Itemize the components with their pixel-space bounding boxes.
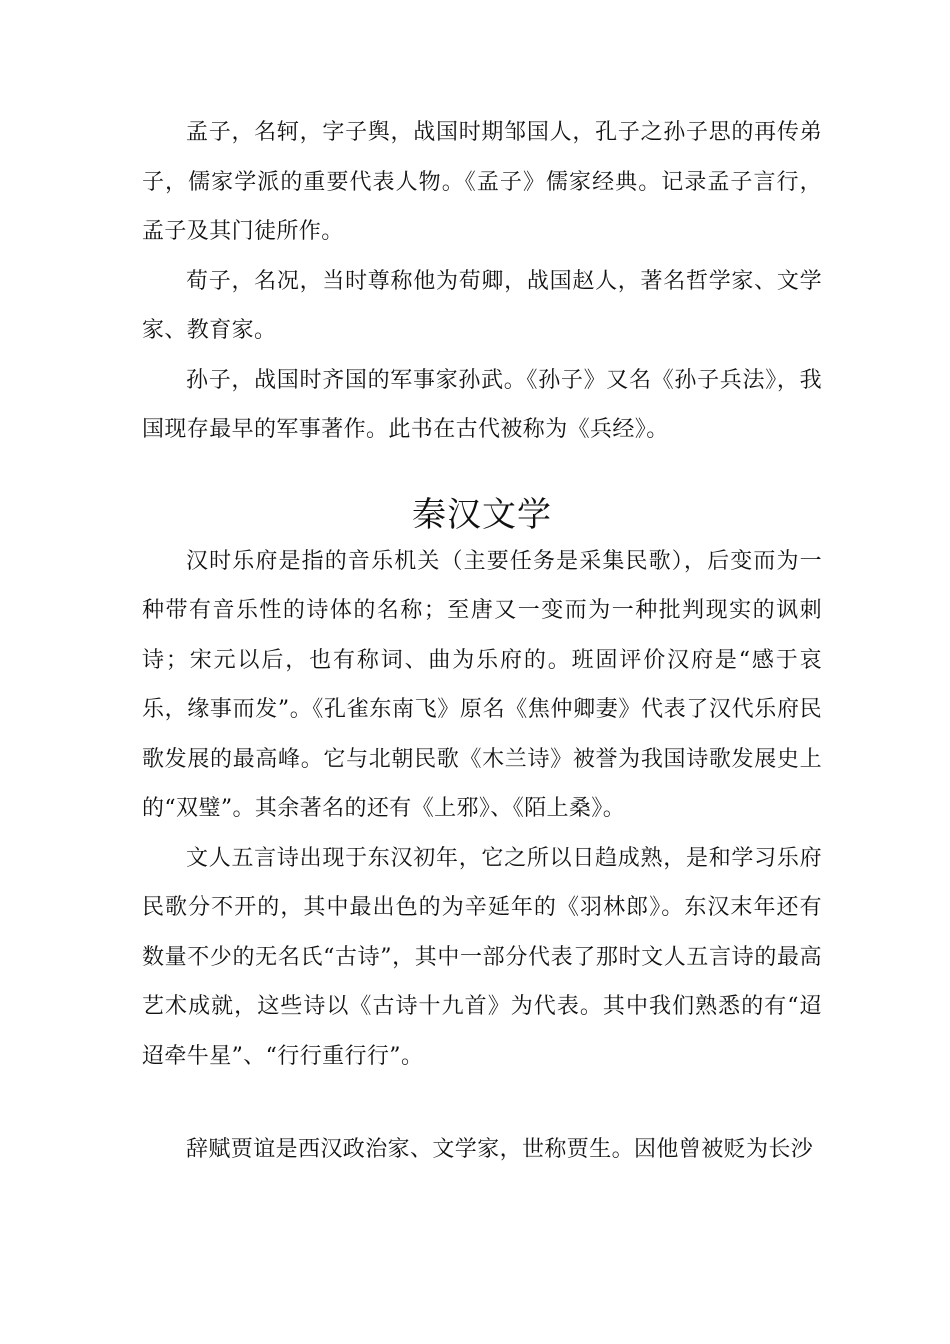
paragraph-spacer (142, 1081, 822, 1125)
paragraph-yuefu: 汉时乐府是指的音乐机关（主要任务是采集民歌），后变而为一种带有音乐性的诗体的名称；至唐又一变而为一种批判现实的讽刺诗；宋元以后，也有称词、曲为乐府的。班固评价汉府是“感于哀乐，缘事而发”。《孔雀东南飞》原名《焦仲卿妻》代表了汉代乐府民歌发展的最高峰。它与北朝民歌《木兰诗》被誉为我国诗歌发展史上的“双璧”。其余著名的还有《上邪》、《陌上桑》。 (142, 548, 822, 821)
paragraph-xunzi: 荀子，名况，当时尊称他为荀卿，战国赵人，著名哲学家、文学家、教育家。 (142, 268, 822, 343)
document-page (142, 108, 822, 1175)
paragraph-mencius: 孟子，名轲，字子舆，战国时期邹国人，孔子之孙子思的再传弟子，儒家学派的重要代表人物。《孟子》儒家经典。记录孟子言行，孟子及其门徒所作。 (142, 120, 822, 244)
paragraph-sunzi: 孙子，战国时齐国的军事家孙武。《孙子》又名《孙子兵法》，我国现存最早的军事著作。此书在古代被称为《兵经》。 (142, 367, 822, 442)
paragraph-cifu: 辞赋贾谊是西汉政治家、文学家，世称贾生。因他曾被贬为长沙 (186, 1137, 814, 1162)
section-title: 秦汉文学 (412, 494, 552, 535)
paragraph-five-character-poetry: 文人五言诗出现于东汉初年，它之所以日趋成熟，是和学习乐府民歌分不开的，其中最出色的为辛延年的《羽林郎》。东汉末年还有数量不少的无名氏“古诗”，其中一部分代表了那时文人五言诗的最高艺术成就，这些诗以《古诗十九首》为代表。其中我们熟悉的有“迢迢牵牛星”、“行行重行行”。 (142, 845, 822, 1069)
